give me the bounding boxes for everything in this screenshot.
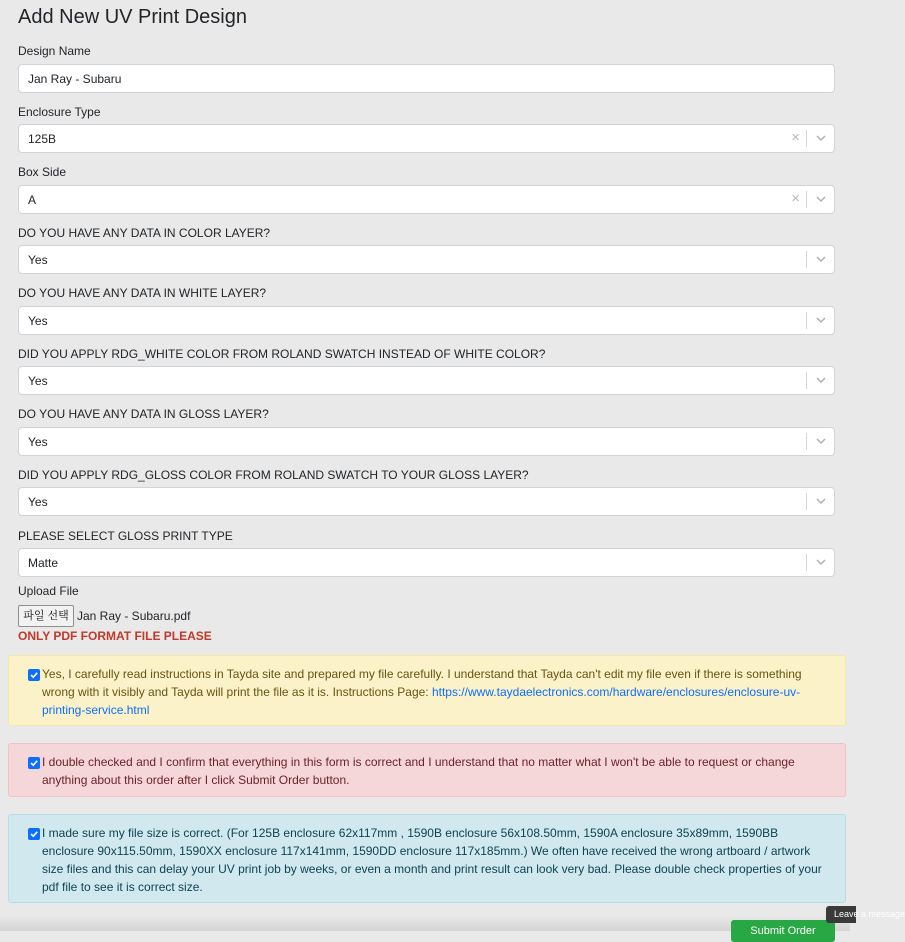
white-layer-select[interactable] — [18, 306, 835, 335]
check-icon — [29, 829, 39, 839]
enclosure-type-label: Enclosure Type — [18, 105, 101, 119]
enclosure-type-select[interactable] — [18, 124, 835, 153]
chevron-down-icon[interactable] — [816, 135, 826, 142]
box-side-label: Box Side — [18, 165, 67, 179]
double-check-text: I double checked and I confirm that everything in this form is correct and I understand that no matter what I won't be able to request or change anything about this order after I click Submit Order button. — [42, 755, 795, 787]
color-layer-value: Yes — [28, 253, 48, 267]
double-check-confirmation — [8, 743, 846, 797]
chevron-down-icon[interactable] — [816, 498, 826, 505]
white-layer-value: Yes — [28, 314, 48, 328]
clear-icon[interactable]: × — [791, 190, 800, 207]
chat-tooltip[interactable]: Leave a message — [826, 906, 856, 923]
selected-file-name: Jan Ray - Subaru.pdf — [77, 609, 191, 623]
color-layer-label: DO YOU HAVE ANY DATA IN COLOR LAYER? — [18, 226, 271, 240]
select-divider — [806, 493, 807, 510]
rdg-gloss-select[interactable] — [18, 487, 835, 516]
gloss-layer-select[interactable] — [18, 427, 835, 456]
white-layer-label: DO YOU HAVE ANY DATA IN WHITE LAYER? — [18, 286, 267, 300]
chevron-down-icon[interactable] — [816, 256, 826, 263]
choose-file-button[interactable]: 파일 선택 — [18, 605, 74, 627]
check-icon — [29, 758, 39, 768]
instructions-confirmation — [8, 655, 846, 726]
file-size-checkbox[interactable] — [28, 828, 40, 840]
rdg-white-label: DID YOU APPLY RDG_WHITE COLOR FROM ROLAND SWATCH INSTEAD OF WHITE COLOR? — [18, 347, 546, 361]
instructions-link[interactable]: https://www.taydaelectronics.com/hardware/enclosures/enclosure-uv-printing-service.html — [42, 685, 801, 717]
select-divider — [806, 251, 807, 268]
footer-bar — [0, 915, 850, 931]
enclosure-type-value: 125B — [28, 132, 57, 146]
box-side-select[interactable] — [18, 185, 835, 214]
select-divider — [806, 433, 807, 450]
check-icon — [29, 670, 39, 680]
instructions-checkbox[interactable] — [28, 669, 40, 681]
chevron-down-icon[interactable] — [816, 438, 826, 445]
rdg-white-select[interactable] — [18, 366, 835, 395]
instructions-text: Yes, I carefully read instructions in Tayda site and prepared my file carefully. I understand that Tayda can't edit my file even if there is something wrong with it visibly and Tayda will print the file as it is. Instructions Page: — [42, 667, 802, 699]
rdg-gloss-label: DID YOU APPLY RDG_GLOSS COLOR FROM ROLAND SWATCH TO YOUR GLOSS LAYER? — [18, 468, 529, 482]
page-title: Add New UV Print Design — [18, 6, 247, 28]
upload-file-label: Upload File — [18, 584, 79, 598]
rdg-white-value: Yes — [28, 374, 48, 388]
chevron-down-icon[interactable] — [816, 196, 826, 203]
gloss-layer-value: Yes — [28, 435, 48, 449]
chevron-down-icon[interactable] — [816, 317, 826, 324]
chevron-down-icon[interactable] — [816, 559, 826, 566]
gloss-layer-label: DO YOU HAVE ANY DATA IN GLOSS LAYER? — [18, 407, 269, 421]
color-layer-select[interactable] — [18, 245, 835, 274]
pdf-only-warning: ONLY PDF FORMAT FILE PLEASE — [18, 629, 212, 643]
select-divider — [806, 191, 807, 208]
select-divider — [806, 130, 807, 147]
design-name-value: Jan Ray - Subaru — [28, 72, 122, 86]
gloss-type-value: Matte — [28, 556, 59, 570]
clear-icon[interactable]: × — [791, 129, 800, 146]
box-side-value: A — [28, 193, 37, 207]
double-check-checkbox[interactable] — [28, 757, 40, 769]
select-divider — [806, 372, 807, 389]
select-divider — [806, 554, 807, 571]
gloss-type-label: PLEASE SELECT GLOSS PRINT TYPE — [18, 529, 233, 543]
rdg-gloss-value: Yes — [28, 495, 48, 509]
submit-order-button[interactable]: Submit Order — [731, 920, 835, 942]
design-name-label: Design Name — [18, 44, 91, 58]
chevron-down-icon[interactable] — [816, 377, 826, 384]
file-size-text: I made sure my file size is correct. (For 125B enclosure 62x117mm , 1590B enclosure 56x108.50mm, 1590A enclosure 35x89mm, 1590BB enclosure 90x115.50mm, 1590XX enclosure 117x141mm, 1590DD enclosure 117x185mm.) We often have received the wrong artboard / artwork size files and this can delay your UV print job by weeks, or even a month and print result can look very bad. Please double check properties of your pdf file to see it is correct size. — [42, 826, 822, 894]
file-size-confirmation — [8, 814, 846, 903]
select-divider — [806, 312, 807, 329]
gloss-type-select[interactable] — [18, 548, 835, 577]
design-name-input[interactable] — [18, 64, 835, 93]
